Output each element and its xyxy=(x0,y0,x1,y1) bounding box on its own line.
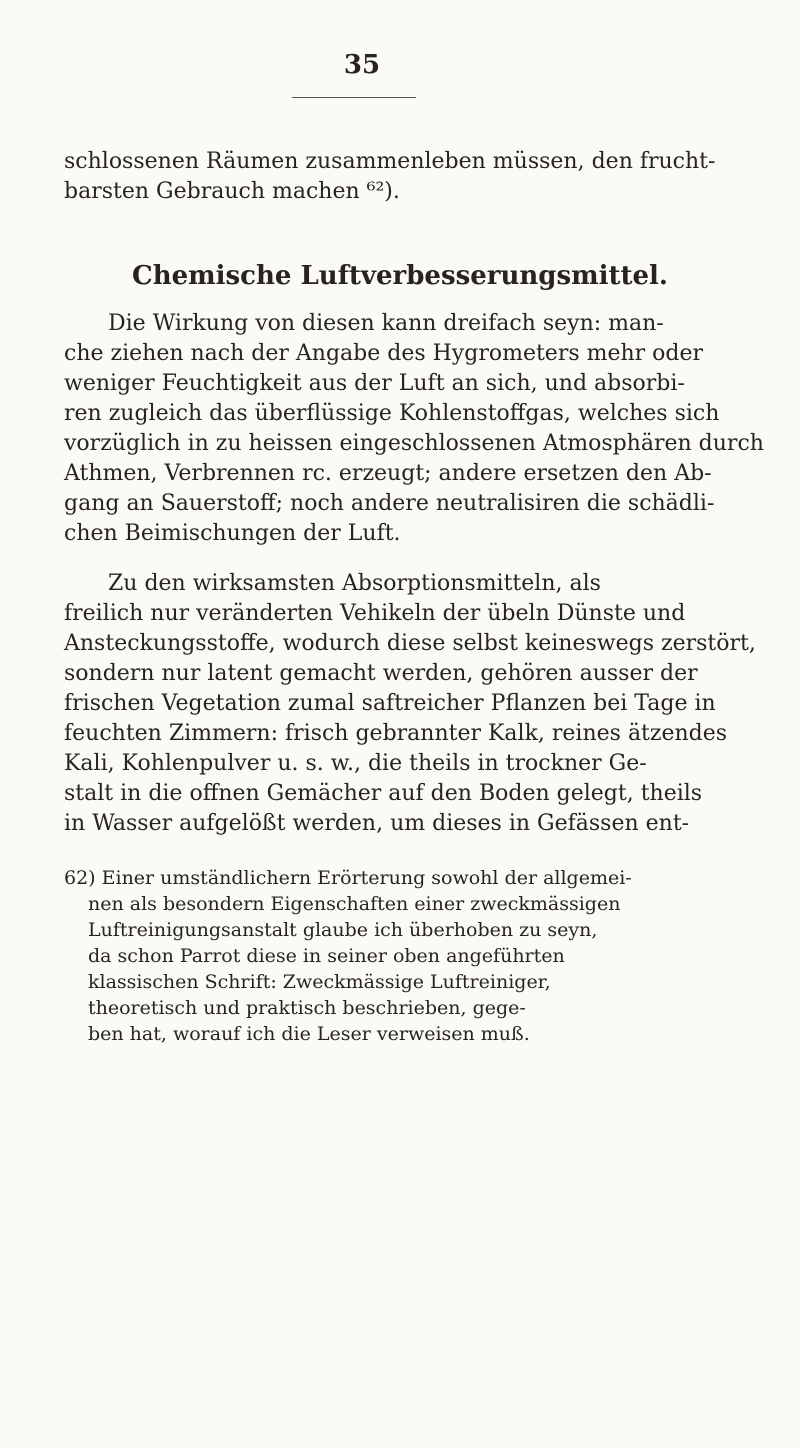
paragraph-1-line: Athmen, Verbrennen rc. erzeugt; andere ersetzen den Ab- xyxy=(64,461,712,486)
paragraph-1-line: vorzüglich in zu heissen eingeschlossenen Atmosphären durch xyxy=(64,431,764,456)
paragraph-1-line: ren zugleich das überflüssige Kohlenstoffgas, welches sich xyxy=(64,401,720,426)
paragraph-2-line: Zu den wirksamsten Absorptionsmitteln, als xyxy=(108,571,601,596)
paragraph-2-line: stalt in die offnen Gemächer auf den Boden gelegt, theils xyxy=(64,781,703,806)
footnote-line: theoretisch und praktisch beschrieben, gege- xyxy=(88,997,526,1019)
page-number: 35 xyxy=(343,50,381,80)
paragraph-2-line: Ansteckungsstoffe, wodurch diese selbst keineswegs zerstört, xyxy=(64,631,756,656)
paragraph-1-line: gang an Sauerstoff; noch andere neutralisiren die schädli- xyxy=(64,491,715,516)
footnote-line: da schon Parrot diese in seiner oben angeführten xyxy=(88,945,565,967)
paragraph-1-line: chen Beimischungen der Luft. xyxy=(64,521,401,546)
paragraph-2-line: freilich nur veränderten Vehikeln der übeln Dünste und xyxy=(64,601,686,626)
page-number-rule xyxy=(292,97,416,98)
paragraph-2-line: sondern nur latent gemacht werden, gehören ausser der xyxy=(64,661,698,686)
paragraph-2-line: in Wasser aufgelößt werden, um dieses in Gefässen ent- xyxy=(64,811,690,836)
paragraph-1-line: che ziehen nach der Angabe des Hygrometers mehr oder xyxy=(64,341,704,366)
paragraph-1-line: weniger Feuchtigkeit aus der Luft an sich, und absorbi- xyxy=(64,371,685,396)
footnote-line: klassischen Schrift: Zweckmässige Luftreiniger, xyxy=(88,971,551,993)
section-heading: Chemische Luftverbesserungsmittel. xyxy=(132,261,668,291)
paragraph-1-line: Die Wirkung von diesen kann dreifach seyn: man- xyxy=(108,311,664,336)
footnote-line: nen als besondern Eigenschaften einer zweckmässigen xyxy=(88,893,621,915)
footnote-line: ben hat, worauf ich die Leser verweisen muß. xyxy=(88,1023,530,1045)
paragraph-2-line: Kali, Kohlenpulver u. s. w., die theils in trockner Ge- xyxy=(64,751,647,776)
text-line: schlossenen Räumen zusammenleben müssen, den frucht- xyxy=(64,149,716,174)
footnote-line: Luftreinigungsanstalt glaube ich überhoben zu seyn, xyxy=(88,919,598,941)
footnote-line: 62) Einer umständlichern Erörterung sowohl der allgemei- xyxy=(64,867,632,889)
paragraph-2-line: frischen Vegetation zumal saftreicher Pflanzen bei Tage in xyxy=(64,691,716,716)
paragraph-2-line: feuchten Zimmern: frisch gebrannter Kalk, reines ätzendes xyxy=(64,721,728,746)
text-line: barsten Gebrauch machen ⁶²). xyxy=(64,179,400,204)
